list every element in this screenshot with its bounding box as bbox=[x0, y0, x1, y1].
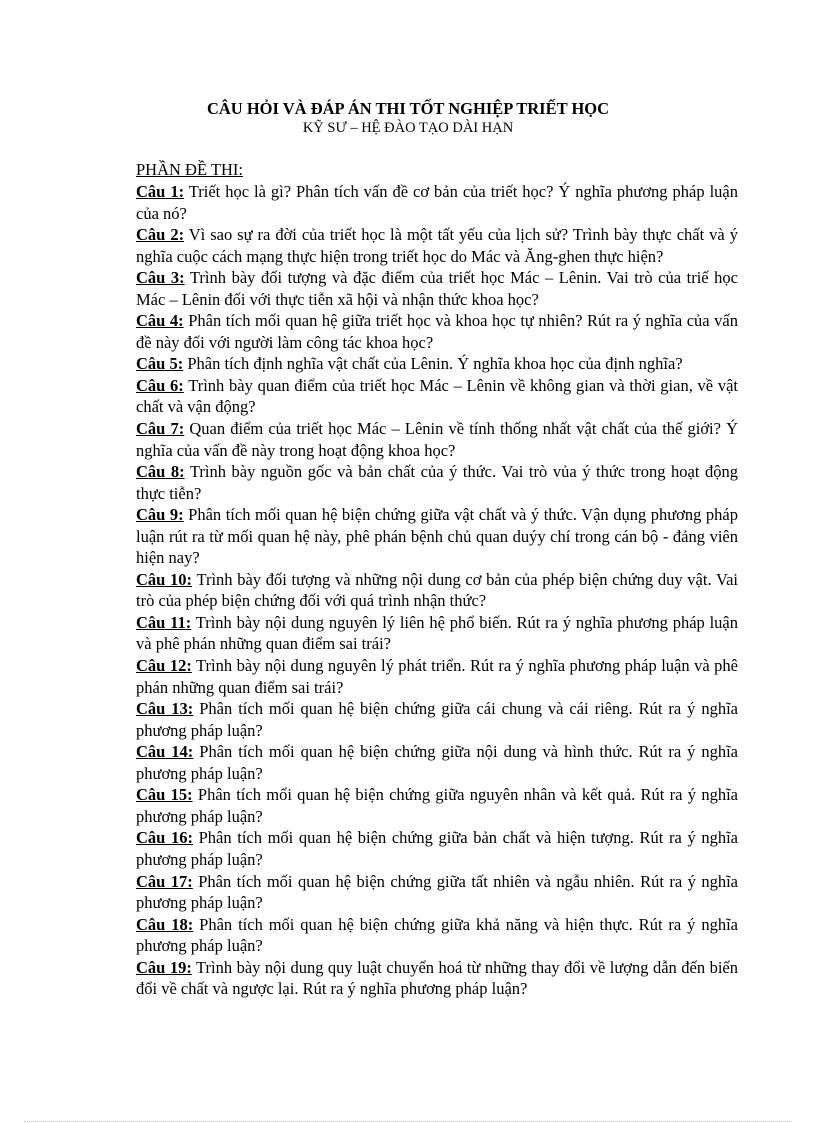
question-label: Câu 1: bbox=[136, 182, 185, 201]
question-label: Câu 8: bbox=[136, 462, 185, 482]
question-text: Triết học là gì? Phân tích vấn đề cơ bản của triết học? Ý nghĩa phương pháp luận của nó? bbox=[136, 182, 738, 223]
question-text: Phân tích mối quan hệ biện chứng giữa khả năng và hiện thực. Rút ra ý nghĩa phương pháp luận? bbox=[136, 914, 738, 956]
question-item bbox=[136, 375, 738, 418]
question-text: Trình bày quan điểm của triết học Mác – Lênin về không gian và thời gian, về vật chất và vận động? bbox=[136, 375, 738, 417]
question-item bbox=[136, 267, 738, 310]
question-text: Phân tích mối quan hệ biện chứng giữa bản chất và hiện tượng. Rút ra ý nghĩa phương pháp luận? bbox=[136, 828, 738, 869]
question-label: Câu 18: bbox=[136, 914, 194, 934]
question-item bbox=[136, 569, 738, 612]
question-label: Câu 15: bbox=[136, 785, 193, 805]
question-text: Phân tích mối quan hệ biện chứng giữa cái chung và cái riêng. Rút ra ý nghĩa phương pháp luận? bbox=[136, 699, 738, 740]
question-text: Trình bày nội dung quy luật chuyển hoá từ những thay đổi về lượng dẫn đến biến đổi về chất và ngược lại. Rút ra ý nghĩa phương pháp luận? bbox=[136, 957, 738, 999]
question-item bbox=[136, 310, 738, 353]
question-item bbox=[136, 741, 738, 784]
question-item bbox=[136, 871, 738, 914]
question-text: Trình bày nội dung nguyên lý liên hệ phổ biến. Rút ra ý nghĩa phương pháp luận và phê phán những quan điểm sai trái? bbox=[136, 612, 738, 654]
section-heading: PHẦN ĐỀ THI: bbox=[136, 160, 243, 179]
question-item bbox=[136, 784, 738, 827]
question-label: Câu 17: bbox=[136, 871, 193, 891]
question-label: Câu 13: bbox=[136, 699, 194, 719]
question-item bbox=[136, 461, 738, 504]
question-text: Trình bày nguồn gốc và bản chất của ý thức. Vai trò vủa ý thức trong hoạt động thực tiễn? bbox=[136, 462, 738, 503]
question-label: Câu 19: bbox=[136, 957, 192, 977]
question-item bbox=[136, 612, 738, 655]
question-item bbox=[136, 353, 738, 375]
question-text: Phân tích mối quan hệ biện chứng giữa nội dung và hình thức. Rút ra ý nghĩa phương pháp luận? bbox=[136, 742, 738, 783]
question-text: Phân tích mối quan hệ biện chứng giữa tất nhiên và ngẫu nhiên. Rút ra ý nghĩa phương pháp luận? bbox=[136, 871, 738, 913]
question-label: Câu 2: bbox=[136, 225, 185, 245]
document-subtitle: KỸ SƯ – HỆ ĐÀO TẠO DÀI HẠN bbox=[302, 120, 514, 136]
question-label: Câu 6: bbox=[136, 375, 184, 395]
question-label: Câu 5: bbox=[136, 354, 184, 374]
question-text: Phân tích mối quan hệ giữa triết học và khoa học tự nhiên? Rút ra ý nghĩa của vấn đề này đối với người làm công tác khoa học? bbox=[136, 311, 738, 352]
question-label: Câu 9: bbox=[136, 505, 184, 525]
question-item bbox=[136, 418, 738, 461]
page-bottom-divider bbox=[24, 1121, 792, 1122]
question-label: Câu 16: bbox=[136, 828, 193, 848]
question-text: Phân tích định nghĩa vật chất của Lênin. Ý nghĩa khoa học của định nghĩa? bbox=[183, 354, 683, 374]
question-text: Phân tích mối quan hệ biện chứng giữa vật chất và ý thức. Vận dụng phương pháp luận rút ra từ mối quan hệ này, phê phán bệnh chủ quan duýy chí trong cán bộ - đảng viên hiện nay? bbox=[136, 505, 739, 568]
question-item bbox=[136, 957, 738, 1000]
question-label: Câu 11: bbox=[136, 612, 192, 632]
document-title: CÂU HỎI VÀ ĐÁP ÁN THI TỐT NGHIỆP TRIẾT HỌC bbox=[206, 99, 610, 118]
question-label: Câu 10: bbox=[136, 569, 193, 589]
question-text: Vì sao sự ra đời của triết học là một tất yếu của lịch sử? Trình bày thực chất và ý nghĩa cuộc cách mạng thực hiện trong triết học do Mác và Ăng-ghen thực hiện? bbox=[136, 225, 738, 266]
question-text: Trình bày nội dung nguyên lý phát triển. Rút ra ý nghĩa phương pháp luận và phê phán những quan điểm sai trái? bbox=[136, 656, 738, 697]
question-item bbox=[136, 914, 738, 957]
question-list bbox=[136, 181, 738, 1000]
question-label: Câu 3: bbox=[136, 268, 185, 288]
question-label: Câu 12: bbox=[136, 656, 192, 676]
question-item bbox=[136, 504, 738, 569]
question-item bbox=[136, 655, 738, 698]
question-item bbox=[136, 224, 738, 267]
question-item bbox=[136, 698, 738, 741]
question-item bbox=[136, 181, 738, 224]
question-text: Phân tích mối quan hệ biện chứng giữa nguyên nhân và kết quả. Rút ra ý nghĩa phương pháp luận? bbox=[136, 785, 738, 826]
question-text: Trình bày đối tượng và đặc điểm của triết học Mác – Lênin. Vai trò của triế học Mác – Lênin đối với thực tiễn xã hội và nhận thức khoa học? bbox=[136, 268, 738, 309]
question-item bbox=[136, 827, 738, 870]
question-label: Câu 4: bbox=[136, 311, 184, 331]
question-text: Quan điểm của triết học Mác – Lênin về tính thống nhất vật chất của thế giới? Ý nghĩa của vấn đề này trong hoạt động khoa học? bbox=[136, 419, 739, 460]
question-label: Câu 7: bbox=[136, 419, 185, 439]
question-label: Câu 14: bbox=[136, 742, 194, 762]
question-text: Trình bày đối tượng và những nội dung cơ bản của phép biện chứng duy vật. Vai trò của phép biện chứng đối với quá trình nhận thức? bbox=[136, 569, 738, 611]
